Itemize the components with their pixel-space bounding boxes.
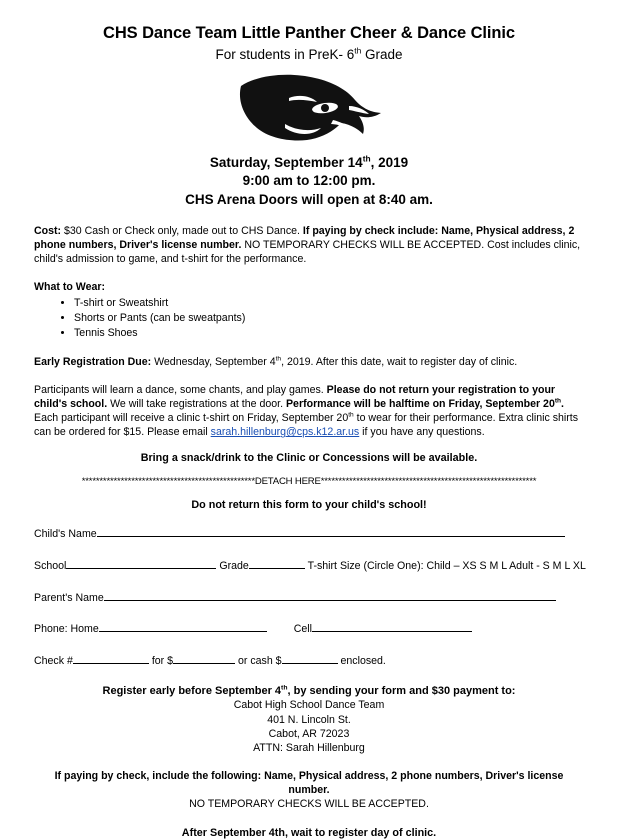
event-date-superscript: th [362,153,371,164]
event-doors-line: CHS Arena Doors will open at 8:40 am. [185,191,433,207]
address-line: 401 N. Lincoln St. [267,713,351,726]
cost-label: Cost: [34,224,62,237]
what-to-wear-list [34,296,584,341]
address-line: Cabot High School Dance Team [233,699,385,712]
tshirt-size-label[interactable]: T-shirt Size (Circle One): Child – XS S M L Adult - S M L XL [307,559,586,572]
grade-input[interactable] [249,557,305,569]
amount-label: for $ [151,654,174,667]
register-pre: Register early before September 4 [102,684,282,697]
amount-input[interactable] [173,652,235,664]
details-text-3-pre: Each participant will receive a clinic t-shirt on Friday, September 20 [34,412,349,425]
registration-form [34,525,584,667]
event-time-line: 9:00 am to 12:00 pm. [242,173,376,189]
subtitle-superscript: th [354,45,362,56]
list-item: • Shorts or Pants (can be sweatpants) [74,311,584,326]
parents-name-label: Parent's Name [34,591,104,604]
details-bold-2-sup: th [554,397,562,405]
cell-label: Cell [293,623,312,636]
early-registration-label: Early Registration Due: [34,355,152,368]
logo-container [34,72,584,148]
detach-stars-left: ************************************************* [81,476,255,488]
phone-home-input[interactable] [99,620,267,632]
event-date-pre: Saturday, September 14 [209,154,363,170]
address-line: ATTN: Sarah Hillenburg [253,742,365,755]
detach-label: DETACH HERE [254,476,321,488]
subtitle-post: Grade [361,46,403,62]
check-number-input[interactable] [73,652,149,664]
early-registration-post: , 2019. After this date, wait to register day of clinic. [281,355,518,368]
event-datetime [34,154,584,210]
detach-stars-right: ************************************************************* [320,476,537,488]
enclosed-label: enclosed. [340,654,386,667]
list-item: • Tennis Shoes [74,326,584,341]
panther-head-logo [229,72,389,148]
page-subtitle [34,47,584,64]
phone-row [34,620,584,636]
what-to-wear-section [34,280,584,341]
cash-input[interactable] [282,652,338,664]
email-link[interactable]: sarah.hillenburg@cps.k12.ar.us [210,426,360,439]
school-input[interactable] [66,557,216,569]
check-policy-note [34,769,584,812]
address-line: Cabot, AR 72023 [268,727,350,740]
cost-bold-1: If paying by check include: Name, Physical address, 2 phone numbers, Driver's license number. [34,224,575,251]
early-registration-superscript: th [275,355,282,363]
details-text-1: Participants will learn a dance, some chants, and play games. [34,384,327,397]
do-not-return-note: Do not return this form to your child's school! [191,499,427,512]
phone-home-label: Phone: Home [34,623,99,636]
what-to-wear-heading: What to Wear: [34,280,106,293]
details-bold-2-post: . [561,398,564,411]
snack-note: Bring a snack/drink to the Clinic or Concessions will be available. [140,452,478,465]
register-headline [34,684,584,699]
subtitle-pre: For students in PreK- 6 [215,46,355,62]
register-post: , by sending your form and $30 payment to: [287,684,516,697]
grade-label: Grade [219,559,249,572]
childs-name-input[interactable] [97,525,565,537]
details-paragraph [34,383,584,439]
parents-name-input[interactable] [104,589,556,601]
details-text-3-post: to wear for their performance. Extra clinic shirts can be ordered for $15. Please email [34,412,579,439]
check-number-label: Check # [34,654,73,667]
list-item: • T-shirt or Sweatshirt [74,296,584,311]
details-bold-2-pre: Performance will be halftime on Friday, September 20 [285,398,555,411]
register-superscript: th [281,683,288,691]
details-text-3-superscript: th [348,411,354,419]
childs-name-label: Child's Name [34,528,97,541]
event-date-line [34,154,584,173]
cost-text-2: NO TEMPORARY CHECKS WILL BE ACCEPTED. Cost includes clinic, child's admission to game, and t-shirt for the performance. [34,238,581,265]
childs-name-row [34,525,584,541]
early-registration-paragraph [34,355,584,369]
cash-label: or cash $ [237,654,282,667]
school-grade-tshirt-row [34,557,584,573]
check-policy-bold: If paying by check, include the following: Name, Physical address, 2 phone numbers, Driver's license number. [54,769,564,796]
after-deadline-note: After September 4th, wait to register day of clinic. [181,827,437,839]
details-text-2: We will take registrations at the door. [107,398,286,411]
cost-text-1: $30 Cash or Check only, made out to CHS Dance. [61,224,303,237]
school-label: School [34,559,67,572]
check-policy-plain: NO TEMPORARY CHECKS WILL BE ACCEPTED. [189,798,429,811]
cell-input[interactable] [312,620,472,632]
early-registration-pre: Wednesday, September 4 [151,355,276,368]
cost-paragraph [34,224,584,266]
details-text-4: if you have any questions. [359,426,485,439]
payment-row [34,652,584,668]
page-title: CHS Dance Team Little Panther Cheer & Dance Clinic [103,24,515,42]
parents-name-row [34,589,584,605]
event-date-post: , 2019 [370,154,409,170]
detach-divider [34,476,584,487]
register-instructions [34,684,584,756]
details-bold-1: Please do not return your registration to your child's school. [34,384,556,411]
